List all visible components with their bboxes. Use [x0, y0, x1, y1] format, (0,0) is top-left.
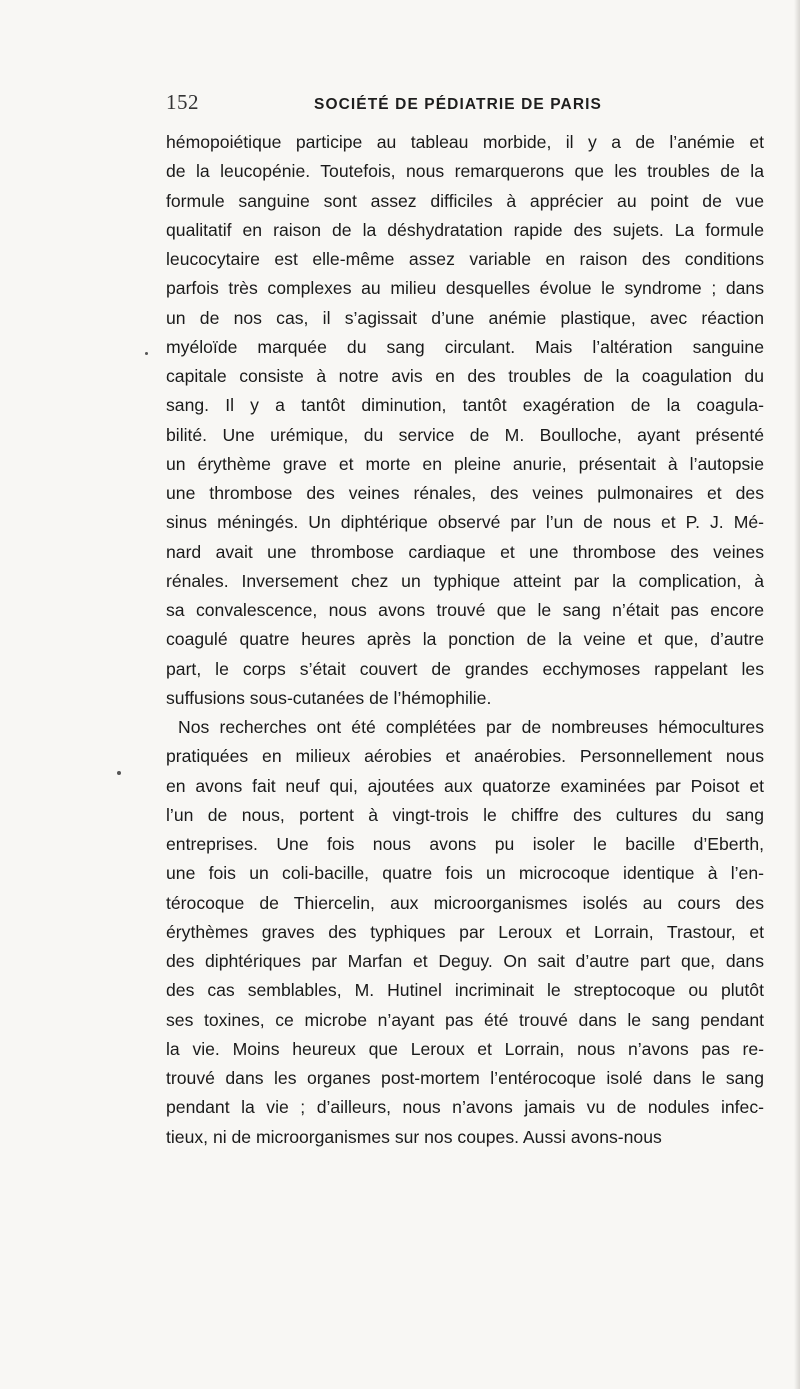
text-line: myéloïde marquée du sang circulant. Mais l’altération sanguine [166, 336, 764, 357]
paragraph-1 [166, 128, 764, 713]
text-line: l’un de nous, portent à vingt-trois le chiffre des cultures du sang [166, 804, 764, 825]
margin-speck [117, 771, 121, 775]
text-line: Nos recherches ont été complétées par de nombreuses hémocultures [178, 717, 764, 737]
text-line: ses toxines, ce microbe n’ayant pas été trouvé dans le sang pendant [166, 1009, 764, 1030]
text-line: térocoque de Thiercelin, aux microorganismes isolés au cours des [166, 892, 764, 913]
text-line: en avons fait neuf qui, ajoutées aux quatorze examinées par Poisot et [166, 775, 764, 796]
running-title: SOCIÉTÉ DE PÉDIATRIE DE PARIS [314, 96, 602, 113]
text-line: qualitatif en raison de la déshydratation rapide des sujets. La formule [166, 219, 764, 240]
text-line: parfois très complexes au milieu desquelles évolue le syndrome ; dans [166, 278, 764, 299]
text-line: trouvé dans les organes post-mortem l’entérocoque isolé dans le sang [166, 1068, 764, 1088]
text-line: sang. Il y a tantôt diminution, tantôt exagération de la coagula- [166, 395, 764, 416]
text-line: une fois un coli-bacille, quatre fois un microcoque identique à l’en- [166, 863, 764, 884]
body-text [166, 128, 764, 1152]
text-line: entreprises. Une fois nous avons pu isoler le bacille d’Eberth, [166, 834, 764, 854]
text-line: part, le corps s’était couvert de grandes ecchymoses rappelant les [166, 658, 764, 679]
text-line: formule sanguine sont assez difficiles à apprécier au point de vue [166, 190, 764, 211]
text-line: une thrombose des veines rénales, des veines pulmonaires et des [166, 483, 764, 503]
page-edge-shadow [794, 0, 800, 1389]
text-line: de la leucopénie. Toutefois, nous remarquerons que les troubles de la [166, 161, 764, 182]
page-number: 152 [166, 90, 199, 114]
text-line: sinus méningés. Un diphtérique observé par l’un de nous et P. J. Mé- [166, 512, 764, 533]
text-line: la vie. Moins heureux que Leroux et Lorrain, nous n’avons pas re- [166, 1038, 764, 1059]
text-line: pratiquées en milieux aérobies et anaérobies. Personnellement nous [166, 746, 764, 767]
text-line: pendant la vie ; d’ailleurs, nous n’avons jamais vu de nodules infec- [166, 1097, 764, 1118]
text-line: hémopoiétique participe au tableau morbide, il y a de l’anémie et [166, 132, 764, 152]
text-line: des cas semblables, M. Hutinel incriminait le streptocoque ou plutôt [166, 980, 764, 1001]
text-line: suffusions sous-cutanées de l’hémophilie. [166, 687, 492, 708]
text-line: un de nos cas, il s’agissait d’une anémie plastique, avec réaction [166, 307, 764, 328]
text-line: tieux, ni de microorganismes sur nos coupes. Aussi avons-nous [166, 1126, 662, 1147]
margin-speck [145, 352, 148, 355]
text-line: coagulé quatre heures après la ponction de la veine et que, d’autre [166, 629, 764, 650]
paragraph-2 [166, 713, 764, 1152]
text-line: nard avait une thrombose cardiaque et une thrombose des veines [166, 541, 764, 562]
text-line: un érythème grave et morte en pleine anurie, présentait à l’autopsie [166, 453, 764, 474]
text-line: des diphtériques par Marfan et Deguy. On sait d’autre part que, dans [166, 951, 764, 971]
text-line: bilité. Une urémique, du service de M. Boulloche, ayant présenté [166, 424, 764, 445]
text-line: capitale consiste à notre avis en des troubles de la coagulation du [166, 366, 764, 386]
text-line: leucocytaire est elle-même assez variable en raison des conditions [166, 249, 764, 269]
text-line: érythèmes graves des typhiques par Leroux et Lorrain, Trastour, et [166, 921, 764, 942]
text-line: sa convalescence, nous avons trouvé que le sang n’était pas encore [166, 600, 764, 620]
page-header [0, 90, 800, 120]
text-line: rénales. Inversement chez un typhique atteint par la complication, à [166, 570, 764, 591]
